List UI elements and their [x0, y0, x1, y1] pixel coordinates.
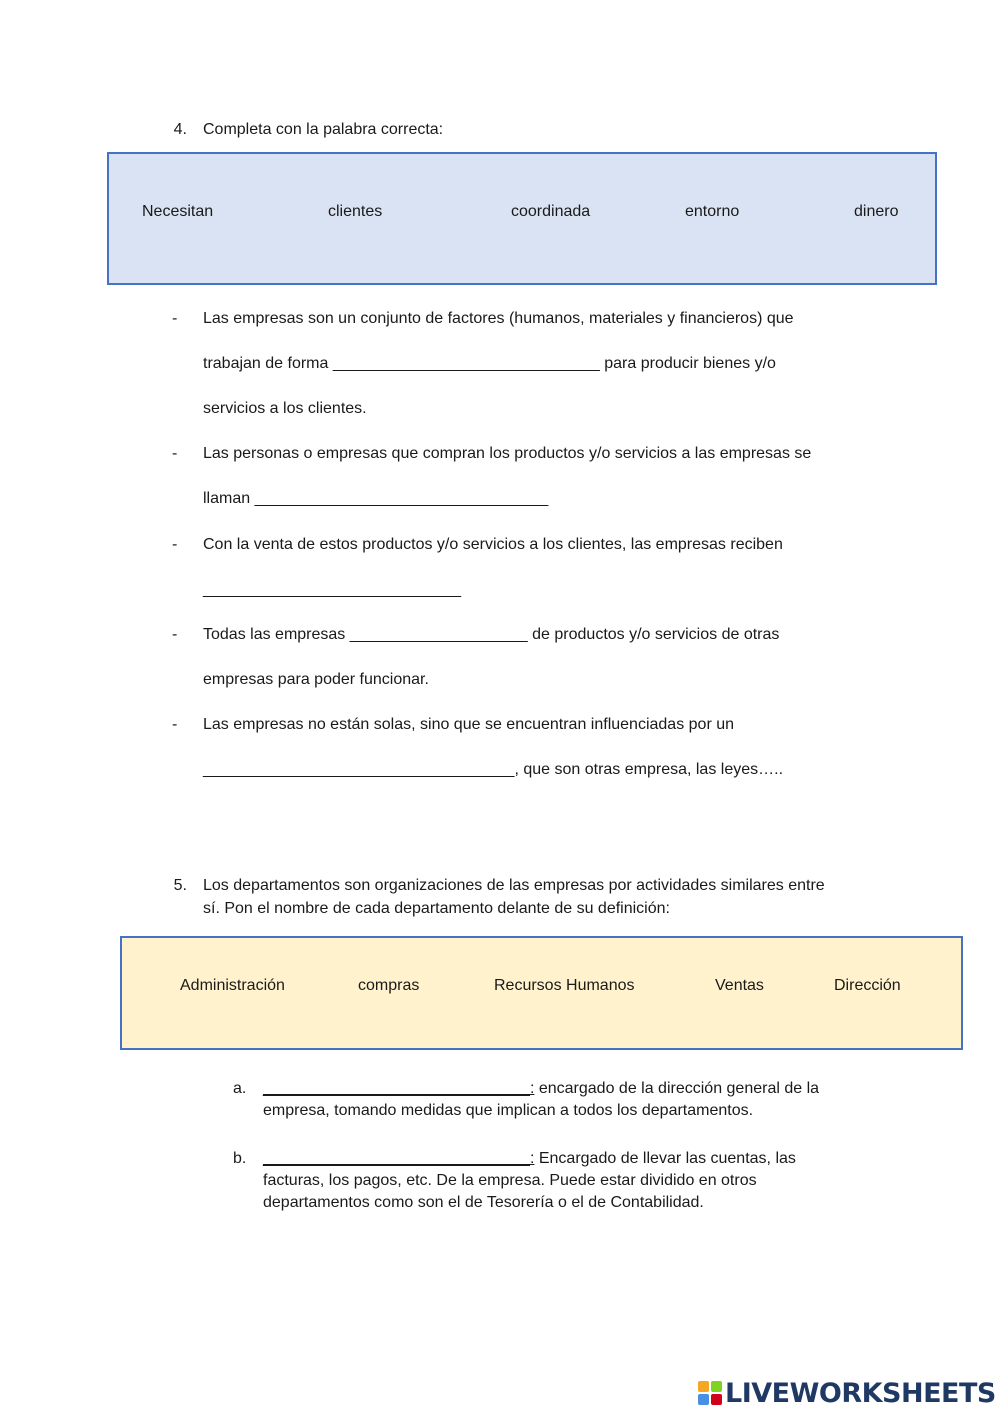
q5-number: 5.	[173, 877, 187, 894]
logo-square	[711, 1394, 722, 1405]
item-letter: a.	[233, 1080, 247, 1097]
bullet-dash: -	[172, 716, 178, 733]
logo-text: LIVEWORKSHEETS	[725, 1377, 996, 1409]
sentence-line: Las empresas son un conjunto de factores (humanos, materiales y financieros) que	[203, 310, 794, 327]
item-line	[263, 1080, 819, 1098]
answer-blank[interactable]: ______________________________:	[263, 1080, 535, 1097]
definition-text: encargado de la dirección general de la	[534, 1080, 820, 1097]
sentence-line: Todas las empresas ____________________ de productos y/o servicios de otras	[203, 626, 780, 643]
logo-square	[711, 1381, 722, 1392]
logo-grid-icon	[698, 1381, 722, 1405]
sentence-line: trabajan de forma ______________________________ para producir bienes y/o	[203, 355, 776, 372]
word-bank-item: Recursos Humanos	[494, 977, 635, 994]
word-bank-item: clientes	[328, 203, 383, 220]
sentence-line: Las empresas no están solas, sino que se encuentran influenciadas por un	[203, 716, 735, 733]
sentence-line: servicios a los clientes.	[203, 400, 367, 417]
sentence-line: ___________________________________, que son otras empresa, las leyes…..	[203, 761, 784, 778]
bullet-dash: -	[172, 536, 178, 553]
bullet-dash: -	[172, 310, 178, 327]
word-bank-item: Ventas	[715, 977, 764, 994]
q5-title-line1: Los departamentos son organizaciones de las empresas por actividades similares entre	[203, 877, 825, 894]
definition-text: empresa, tomando medidas que implican a todos los departamentos.	[263, 1102, 754, 1119]
answer-blank[interactable]: ______________________________:	[263, 1150, 535, 1167]
item-letter: b.	[233, 1150, 247, 1167]
word-bank-item: coordinada	[511, 203, 591, 220]
sentence-line: llaman _________________________________	[203, 490, 549, 507]
word-bank-item: dinero	[854, 203, 899, 220]
q4-number: 4.	[173, 121, 187, 138]
sentence-line: Las personas o empresas que compran los productos y/o servicios a las empresas se	[203, 445, 812, 462]
logo-square	[698, 1381, 709, 1392]
sentence-line: Con la venta de estos productos y/o servicios a los clientes, las empresas reciben	[203, 536, 783, 553]
bullet-dash: -	[172, 626, 178, 643]
word-bank-item: Dirección	[834, 977, 901, 994]
word-bank-item: entorno	[685, 203, 740, 220]
q4-title: Completa con la palabra correcta:	[203, 121, 444, 138]
sentence-line: empresas para poder funcionar.	[203, 671, 429, 688]
q5-word-bank	[120, 936, 963, 1050]
q5-title-line2: sí. Pon el nombre de cada departamento delante de su definición:	[203, 900, 670, 917]
liveworksheets-logo	[698, 1377, 996, 1409]
logo-square	[698, 1394, 709, 1405]
answer-blank[interactable]: _____________________________	[203, 581, 462, 598]
definition-text: Encargado de llevar las cuentas, las	[534, 1150, 796, 1167]
q4-word-bank	[107, 152, 937, 285]
word-bank-item: compras	[358, 977, 420, 994]
definition-text: facturas, los pagos, etc. De la empresa. Puede estar dividido en otros	[263, 1172, 757, 1189]
word-bank-item: Necesitan	[142, 203, 214, 220]
item-line	[263, 1150, 796, 1168]
bullet-dash: -	[172, 445, 178, 462]
word-bank-item: Administración	[180, 977, 285, 994]
definition-text: departamentos como son el de Tesorería o el de Contabilidad.	[263, 1194, 704, 1211]
